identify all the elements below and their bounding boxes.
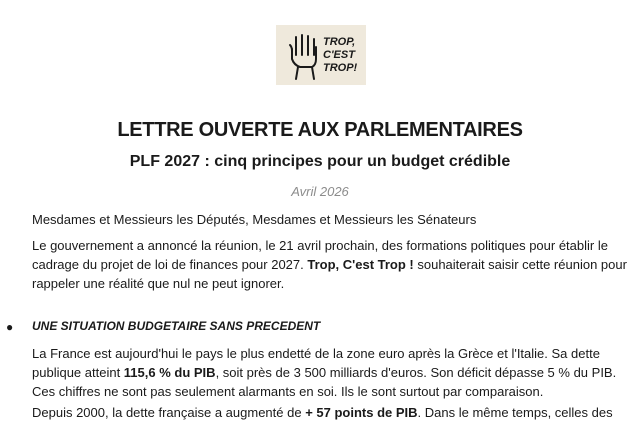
organization-logo xyxy=(276,25,366,85)
raised-fist-icon xyxy=(290,35,316,79)
intro-text-a: Le gouvernement a annoncé la réunion, le 21 avril prochain, des formations politiques pour établir le cadrage du projet de loi de finances pour 2027. xyxy=(32,238,608,272)
debt-paragraph xyxy=(32,344,632,401)
intro-text-b: souhaiterait saisir cette réunion pour rappeler une réalité que nul ne peut ignorer. xyxy=(32,257,627,291)
logo-line-2: C'EST xyxy=(323,49,355,61)
comparison-text-b: . Dans le même temps, celles des xyxy=(417,405,613,420)
letter-title: LETTRE OUVERTE AUX PARLEMENTAIRES xyxy=(117,119,523,141)
logo-line-3: TROP! xyxy=(323,62,358,74)
debt-text-b: , soit près de 3 500 milliards d'euros. Son déficit dépasse 5 % du PIB. Ces chiffres ne sont pas seulement alarmants en soi. Ils le sont surtout par comparaison. xyxy=(32,365,617,399)
comparison-paragraph xyxy=(32,403,632,422)
bullet-icon: ● xyxy=(6,320,14,334)
salutation: Mesdames et Messieurs les Députés, Mesdames et Messieurs les Sénateurs xyxy=(32,212,477,227)
letter-subtitle: PLF 2027 : cinq principes pour un budget crédible xyxy=(129,153,511,170)
comparison-text-a: Depuis 2000, la dette française a augmenté de xyxy=(32,405,306,420)
debt-ratio: 115,6 % du PIB xyxy=(123,365,216,380)
debt-increase: + 57 points de PIB xyxy=(305,405,418,420)
organization-name: Trop, C'est Trop ! xyxy=(307,257,414,272)
section-heading: UNE SITUATION BUDGETAIRE SANS PRECEDENT xyxy=(32,319,321,333)
debt-text-a: La France est aujourd'hui le pays le plus endetté de la zone euro après la Grèce et l'Italie. Sa dette publique atteint xyxy=(32,346,600,380)
letter-date: Avril 2026 xyxy=(291,184,349,199)
logo-line-1: TROP, xyxy=(323,36,356,48)
intro-paragraph xyxy=(32,236,632,293)
